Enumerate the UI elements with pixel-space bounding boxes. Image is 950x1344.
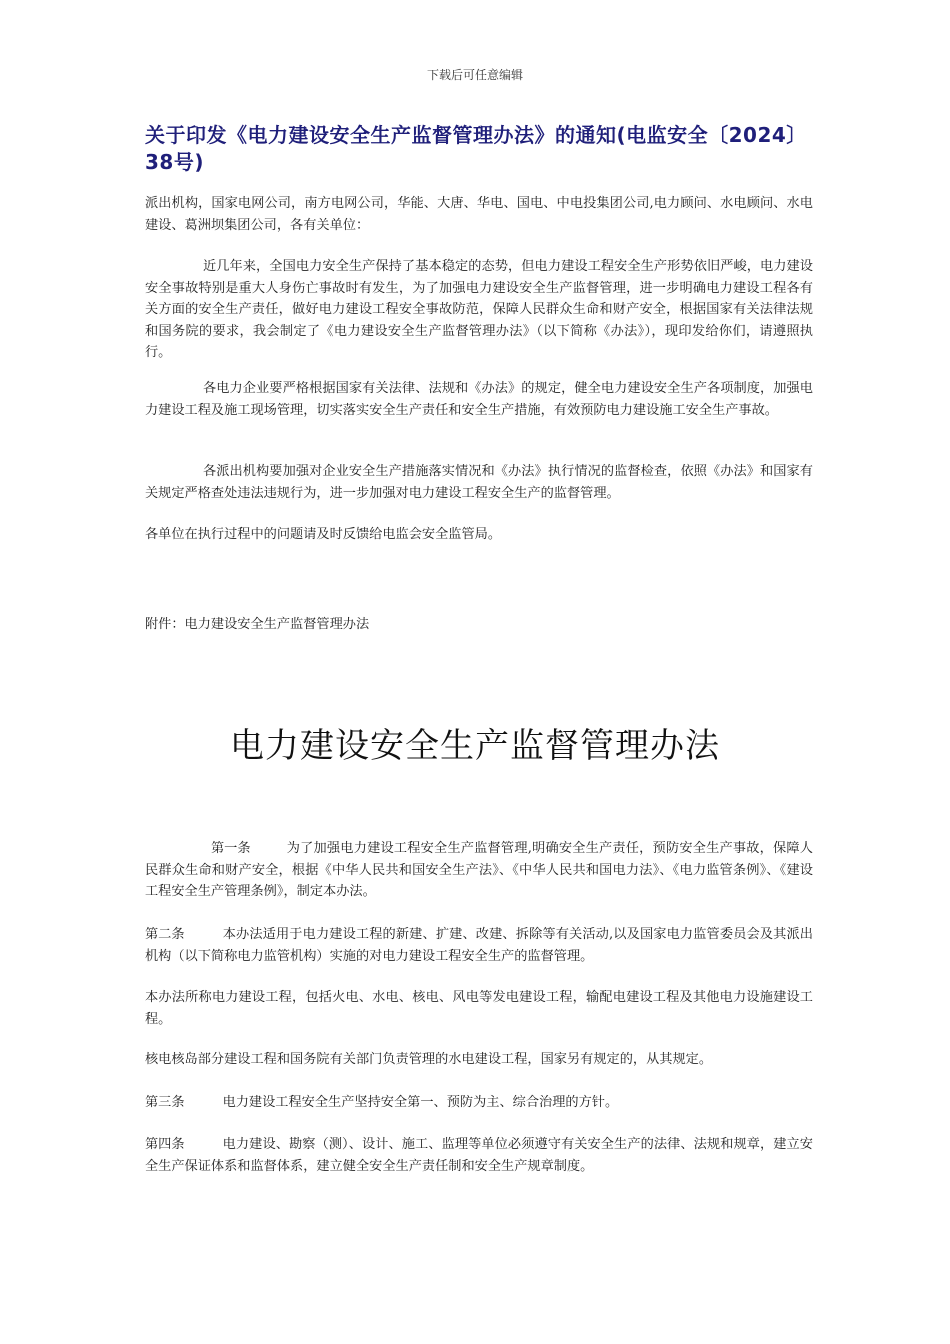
notice-recipients: 派出机构，国家电网公司，南方电网公司，华能、大唐、华电、国电、中电投集团公司,电力顾问、水电顾问、水电建设、葛洲坝集团公司，各有关单位：	[145, 196, 813, 233]
notice-attachment: 附件：电力建设安全生产监督管理办法	[145, 617, 370, 632]
regulation-title: 电力建设安全生产监督管理办法	[230, 726, 720, 766]
notice-paragraph-3: 各派出机构要加强对企业安全生产措施落实情况和《办法》执行情况的监督检查，依照《办法》和国家有关规定严格查处违法违规行为，进一步加强对电力建设工程安全生产的监督管理。	[145, 464, 813, 501]
article-2	[145, 924, 813, 967]
article-4-text: 电力建设、勘察（测）、设计、施工、监理等单位必须遵守有关安全生产的法律、法规和规章，建立安全生产保证体系和监督体系，建立健全安全生产责任制和安全生产规章制度。	[145, 1137, 813, 1174]
article-3-label: 第三条	[145, 1095, 185, 1110]
paragraph-scope: 本办法所称电力建设工程，包括火电、水电、核电、风电等发电建设工程，输配电建设工程及其他电力设施建设工程。	[145, 990, 813, 1027]
article-2-text: 本办法适用于电力建设工程的新建、扩建、改建、拆除等有关活动,以及国家电力监管委员会及其派出机构（以下简称电力监管机构）实施的对电力建设工程安全生产的监督管理。	[145, 927, 813, 964]
article-1-label: 第一条	[211, 841, 251, 856]
article-3-text: 电力建设工程安全生产坚持安全第一、预防为主、综合治理的方针。	[222, 1095, 619, 1110]
header-note: 下载后可任意编辑	[426, 68, 523, 82]
article-1-text: 为了加强电力建设工程安全生产监督管理,明确安全生产责任，预防安全生产事故，保障人民群众生命和财产安全，根据《中华人民共和国安全生产法》、《中华人民共和国电力法》、《电力监管条例》、《建设工程安全生产管理条例》，制定本办法。	[145, 841, 813, 899]
article-4	[145, 1134, 813, 1177]
notice-paragraph-1: 近几年来，全国电力安全生产保持了基本稳定的态势，但电力建设工程安全生产形势依旧严峻，电力建设安全事故特别是重大人身伤亡事故时有发生，为了加强电力建设安全生产监督管理，进一步明确电力建设工程各有关方面的安全生产责任，做好电力建设工程安全事故防范，保障人民群众生命和财产安全，根据国家有关法律法规和国务院的要求，我会制定了《电力建设安全生产监督管理办法》（以下简称《办法》），现印发给你们，请遵照执行。	[145, 259, 813, 360]
article-2-label: 第二条	[145, 927, 185, 942]
notice-paragraph-2: 各电力企业要严格根据国家有关法律、法规和《办法》的规定，健全电力建设安全生产各项制度，加强电力建设工程及施工现场管理，切实落实安全生产责任和安全生产措施，有效预防电力建设施工安全生产事故。	[145, 381, 813, 418]
article-3	[145, 1092, 813, 1114]
article-1	[145, 838, 813, 903]
paragraph-nuclear: 核电核岛部分建设工程和国务院有关部门负责管理的水电建设工程，国家另有规定的，从其规定。	[145, 1052, 713, 1067]
article-4-label: 第四条	[145, 1137, 185, 1152]
notice-feedback: 各单位在执行过程中的问题请及时反馈给电监会安全监管局。	[145, 527, 502, 542]
notice-title: 关于印发《电力建设安全生产监督管理办法》的通知(电监安全〔2024〕38号)	[145, 123, 807, 174]
